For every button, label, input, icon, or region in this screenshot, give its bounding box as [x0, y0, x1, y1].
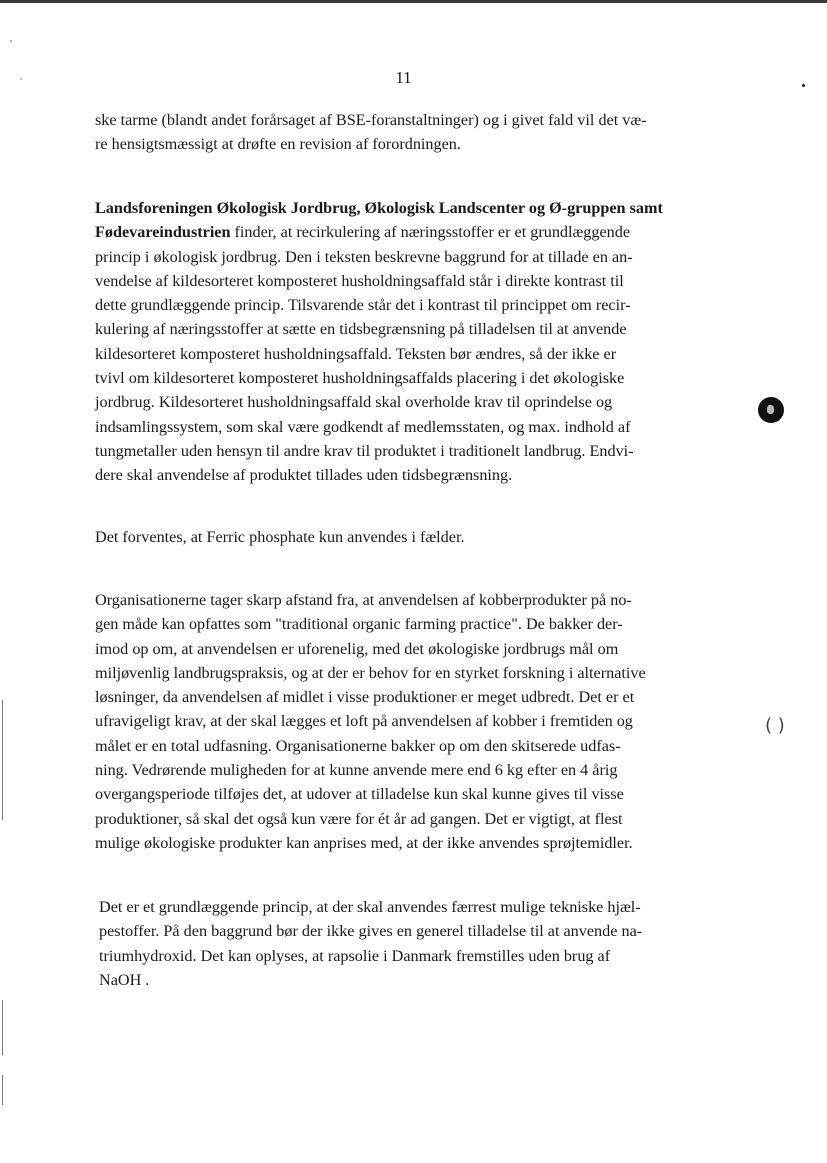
text-line: NaOH .: [99, 970, 150, 989]
top-border-line: [0, 0, 827, 3]
text-line: Det forventes, at Ferric phosphate kun anvendes i fælder.: [95, 528, 465, 546]
text-line: målet er en total udfasning. Organisationerne bakker op om den skitserede udfas-: [95, 736, 621, 755]
margin-line: [2, 1000, 3, 1055]
paragraph-copper-products: [95, 588, 735, 855]
margin-line: [2, 1075, 3, 1105]
text-line: dette grundlæggende princip. Tilsvarende står det i kontrast til princippet om recir-: [95, 296, 631, 315]
text-line: pestoffer. På den baggrund bør der ikke gives en generel tilladelse til at anvende na-: [99, 922, 643, 941]
scan-speck: [802, 84, 805, 87]
text-line: indsamlingssystem, som skal være godkendt af medlemsstaten, og max. indhold af: [95, 417, 631, 436]
scan-speck: [20, 78, 22, 80]
text-line: jordbrug. Kildesorteret husholdningsaffald skal overholde krav til oprindelse og: [95, 393, 613, 412]
organization-name: Fødevareindustrien: [95, 223, 231, 242]
text-line: kildesorteret komposteret husholdningsaffald. Teksten bør ændres, så der ikke er: [95, 344, 617, 363]
text-line: [95, 220, 735, 244]
text-line: kulering af næringsstoffer at sætte en tidsbegrænsning på tilladelsen til at anvende: [95, 320, 627, 339]
text-line: Det er et grundlæggende princip, at der skal anvendes færrest mulige tekniske hjæl-: [99, 898, 641, 916]
text-line: triumhydroxid. Det kan oplyses, at rapsolie i Danmark fremstilles uden brug af: [99, 946, 611, 965]
paragraph-organizations-statement: [95, 196, 735, 488]
organizations-heading: Landsforeningen Økologisk Jordbrug, Økologisk Landscenter og Ø-gruppen samt: [95, 199, 663, 217]
page-number: 11: [395, 68, 412, 87]
text-line: mulige økologiske produkter kan anprises med, at der ikke anvendes sprøjtemidler.: [95, 833, 633, 852]
text-line: dere skal anvendelse af produktet tillades uden tidsbegrænsning.: [95, 466, 513, 485]
text-line: overgangsperiode tilføjes det, at udover at tilladelse kun skal kunne gives til visse: [95, 785, 624, 804]
paragraph-continuation: [95, 108, 735, 157]
paragraph-ferric-phosphate: [95, 525, 735, 549]
scan-speck: [10, 40, 12, 42]
text-fragment: finder, at recirkulering af næringsstoffer er et grundlæggende: [230, 223, 631, 242]
margin-bracket-mark: ( ): [765, 715, 785, 736]
margin-line: [2, 700, 3, 820]
text-line: løsninger, da anvendelsen af midlet i visse produktioner er meget udbredt. Det er et: [95, 688, 635, 707]
hole-punch-mark: [758, 397, 784, 423]
text-line: ske tarme (blandt andet forårsaget af BSE-foranstaltninger) og i givet fald vil det væ-: [95, 111, 647, 129]
text-line: re hensigtsmæssigt at drøfte en revision af forordningen.: [95, 135, 461, 154]
text-line: tungmetaller uden hensyn til andre krav til produktet i traditionelt landbrug. Endvi-: [95, 441, 634, 460]
text-line: produktioner, så skal det også kun være for ét år ad gangen. Det er vigtigt, at flest: [95, 809, 623, 828]
text-line: princip i økologisk jordbrug. Den i teksten beskrevne baggrund for at tillade en an-: [95, 247, 633, 266]
text-line: gen måde kan opfattes som "traditional organic farming practice". De bakker der-: [95, 615, 623, 634]
text-line: tvivl om kildesorteret komposteret husholdningsaffalds placering i det økologiske: [95, 369, 625, 388]
text-line: imod op om, at anvendelsen er uforenelig, med det økologiske jordbrugs mål om: [95, 639, 619, 658]
paragraph-technical-aids: [99, 895, 739, 992]
text-line: ufravigeligt krav, at der skal lægges et loft på anvendelsen af kobber i fremtiden og: [95, 712, 633, 731]
text-line: vendelse af kildesorteret komposteret husholdningsaffald står i direkte kontrast til: [95, 271, 624, 290]
text-line: ning. Vedrørende muligheden for at kunne anvende mere end 6 kg efter en 4 årig: [95, 761, 618, 780]
text-line: Organisationerne tager skarp afstand fra, at anvendelsen af kobberprodukter på no-: [95, 591, 632, 609]
text-line: miljøvenlig landbrugspraksis, og at der er behov for en styrket forskning i alternative: [95, 663, 646, 682]
